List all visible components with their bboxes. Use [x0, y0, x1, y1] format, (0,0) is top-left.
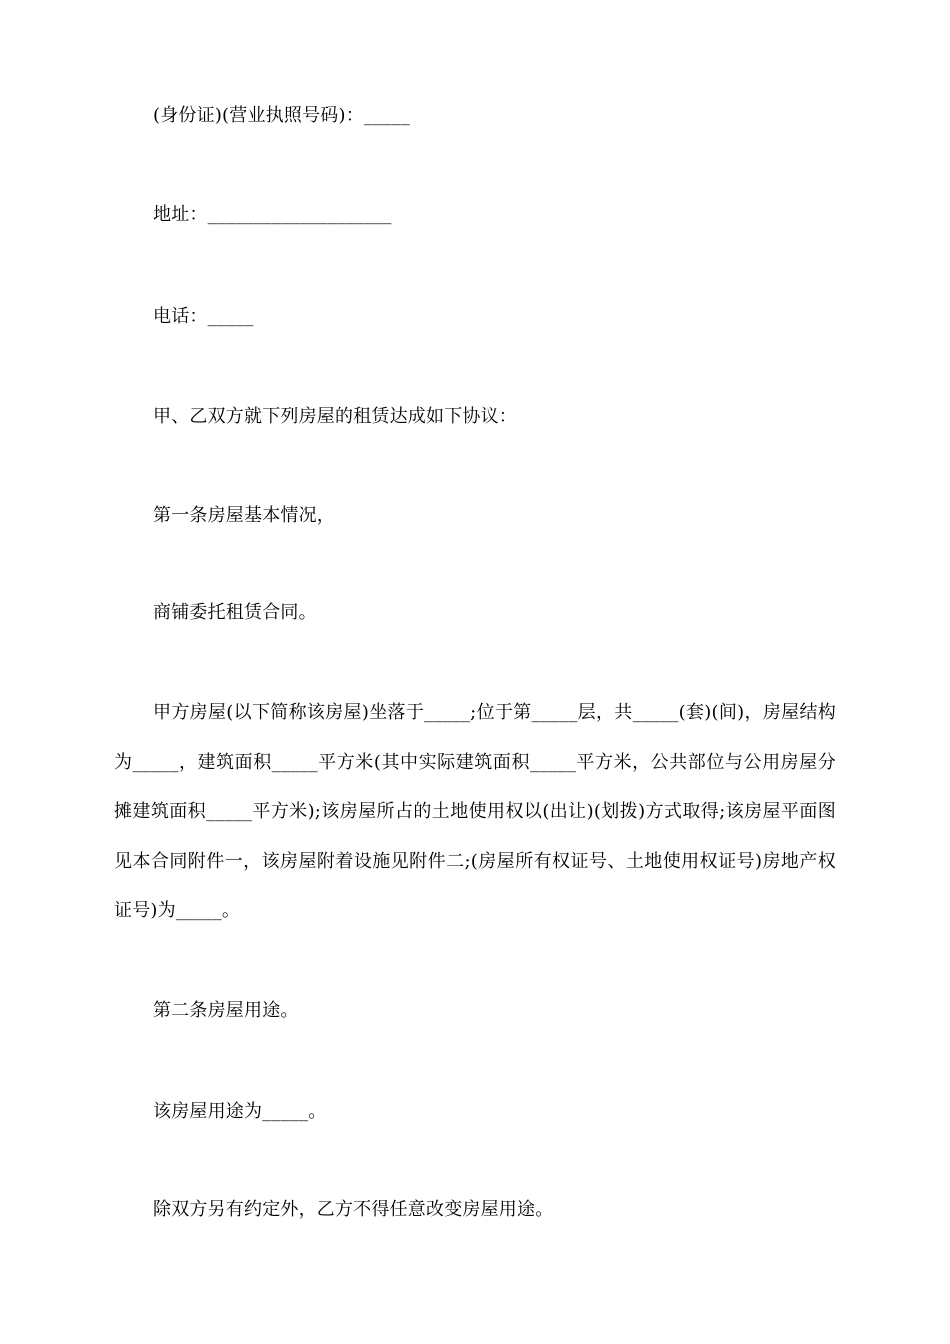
contract-title: 商铺委托租赁合同。 [153, 602, 317, 623]
article-1-body: 甲方房屋(以下简称该房屋)坐落于_____;位于第_____层，共_____(套)(间)，房屋结构为_____，建筑面积_____平方米(其中实际建筑面积_____平方米，公共部位与公用房屋分摊建筑面积_____平方米);该房屋所占的土地使用权以(出让)(划拨)方式取得;该房屋平面图见本合同附件一，该房屋附着设施见附件二;(房屋所有权证号、土地使用权证号)房地产权证号)为_____。 [114, 702, 836, 921]
article-2-heading: 第二条房屋用途。 [153, 1000, 299, 1021]
article-1-heading: 第一条房屋基本情况， [153, 505, 335, 526]
usage-line: 该房屋用途为_____。 [153, 1101, 327, 1122]
id-number-line: (身份证)(营业执照号码)：_____ [153, 105, 410, 126]
phone-line: 电话：_____ [153, 306, 254, 327]
usage-restriction-line: 除双方另有约定外，乙方不得任意改变房屋用途。 [153, 1199, 554, 1220]
address-line: 地址：____________________ [153, 204, 392, 225]
agreement-intro: 甲、乙双方就下列房屋的租赁达成如下协议： [153, 406, 517, 427]
